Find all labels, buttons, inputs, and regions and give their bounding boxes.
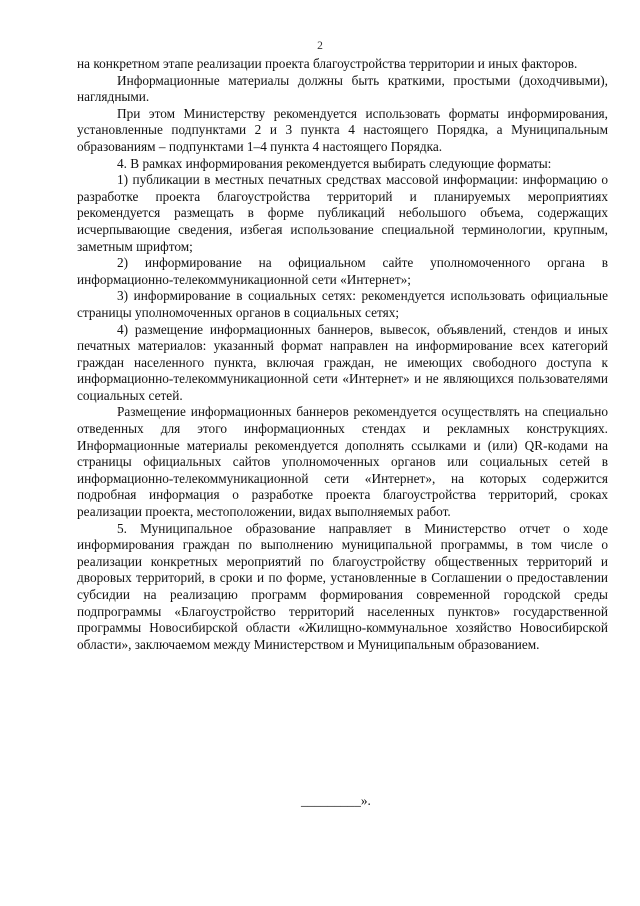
paragraph-item-4: 4. В рамках информирования рекомендуется выбирать следующие форматы: bbox=[117, 155, 552, 171]
paragraph-continuation: на конкретном этапе реализации проекта благоустройства территории и иных факторов. bbox=[77, 56, 578, 71]
paragraph-subitem-1: 1) публикации в местных печатных средствах массовой информации: информацию о разработке проекта благоустройства территорий и планируемых мероприятиях рекомендуется размещать в форме публикаций небольшого объема, содержащих исчерпывающие сведения, избегая использование специальной терминологии, крупным, заметным шрифтом; bbox=[77, 172, 608, 254]
paragraph-banners: Размещение информационных баннеров рекомендуется осуществлять на специально отведенных для этого информационных стендах и рекламных конструкциях. Информационные материалы рекомендуется дополнять ссылками и (или) QR-кодами на страницы официальных сайтов уполномоченных органов или социальных сетей в информационно-телекоммуникационной сети «Интернет», на которых содержится подробная информация о разработке проекта благоустройства территорий, сроках реализации проекта, местоположении, видах выполняемых работ. bbox=[77, 404, 608, 520]
page-number: 2 bbox=[317, 40, 323, 52]
paragraph-subitem-4: 4) размещение информационных баннеров, вывесок, объявлений, стендов и иных печатных материалов: указанный формат направлен на информирование всех категорий граждан населенного пункта, включая граждан, не имеющих свободного доступа к информационно-телекоммуникационной сети «Интернет» и не являющихся пользователями социальных сетей. bbox=[77, 321, 608, 403]
paragraph-ministry-formats: При этом Министерству рекомендуется использовать форматы информирования, установленные подпунктами 2 и 3 пункта 4 настоящего Порядка, а Муниципальным образованиям – подпунктами 1–4 пункта 4 настоящего Порядка. bbox=[77, 105, 608, 154]
closing-mark: _________». bbox=[301, 793, 371, 808]
paragraph-item-5: 5. Муниципальное образование направляет в Министерство отчет о ходе информирования граждан по выполнению муниципальной программы, в том числе о реализации конкретных мероприятий по благоустройству общественных территорий и дворовых территорий, в сроки и по форме, установленные в Соглашении о предоставлении субсидии на реализацию программ формирования современной городской среды подпрограммы «Благоустройство территорий населенных пунктов» государственной программы Новосибирской области «Жилищно-коммунальное хозяйство Новосибирской области», заключаемом между Министерством и Муниципальным образованием. bbox=[77, 520, 608, 652]
paragraph-subitem-2: 2) информирование на официальном сайте уполномоченного органа в информационно-телекоммуникационной сети «Интернет»; bbox=[77, 255, 608, 287]
paragraph-materials: Информационные материалы должны быть краткими, простыми (доходчивыми), наглядными. bbox=[77, 72, 608, 105]
document-body bbox=[77, 56, 608, 653]
paragraph-subitem-3: 3) информирование в социальных сетях: рекомендуется использовать официальные страницы уполномоченных органов в социальных сетях; bbox=[77, 288, 608, 320]
